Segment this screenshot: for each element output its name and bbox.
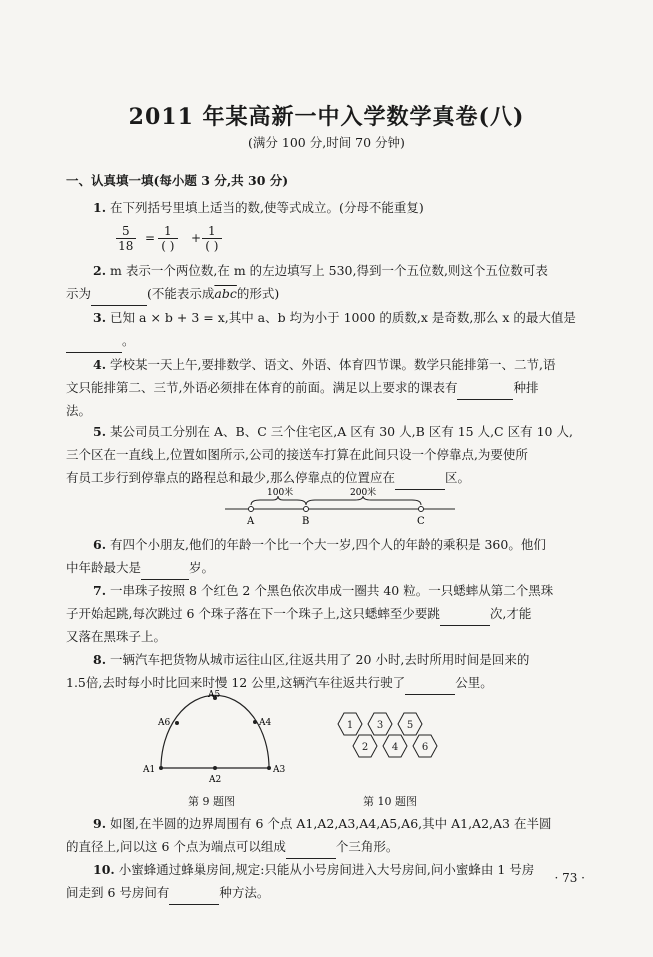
honeycomb-figure (325, 705, 445, 785)
question-number: 6. (93, 537, 107, 552)
question-text: 个三角形。 (335, 839, 399, 854)
overline-abc: $\overline{abc}$ (214, 286, 237, 301)
semicircle-figure (138, 690, 298, 785)
question-text: 中年龄最大是 (66, 560, 142, 575)
question-text: 。 (122, 333, 135, 348)
question-5 (93, 420, 588, 443)
answer-blank[interactable] (141, 556, 189, 580)
question-7-line3: 又落在黑珠子上。 (66, 629, 167, 644)
hex-label: 6 (421, 742, 429, 753)
answer-blank[interactable] (286, 835, 336, 859)
page-title: 2011 年某高新一中入学数学真卷(八) (128, 104, 525, 130)
question-text: 的形式) (236, 286, 280, 301)
question-text: 岁。 (189, 560, 215, 575)
point-a2 (213, 766, 217, 770)
question-7 (93, 579, 588, 602)
answer-blank[interactable] (169, 881, 219, 905)
question-text: 区。 (444, 470, 470, 485)
hex-label: 1 (346, 720, 354, 731)
equals-sign: = (145, 231, 156, 245)
fraction-numerator: 1 (158, 224, 178, 239)
answer-blank[interactable] (405, 671, 455, 695)
answer-blank[interactable] (66, 329, 122, 353)
fraction-blank-1 (158, 224, 178, 253)
question-number: 2. (93, 263, 107, 278)
question-text: 小蜜蜂通过蜂巢房间,规定:只能从小号房间进入大号房间,问小蜜蜂由 1 号房 (118, 862, 535, 877)
fraction-denominator: ( ) (205, 239, 219, 253)
label-a4: A4 (259, 718, 272, 728)
fraction-given (116, 224, 136, 253)
question-text: 学校某一天上午,要排数学、语文、外语、体育四节课。数学只能排第一、二节,语 (110, 357, 556, 372)
question-9 (93, 812, 588, 835)
question-number: 7. (93, 583, 107, 598)
point-a4 (253, 720, 257, 724)
label-a5: A5 (208, 690, 221, 700)
point-c (419, 507, 424, 512)
line-diagram (215, 487, 465, 527)
label-b: B (302, 516, 310, 527)
label-a1: A1 (143, 765, 156, 775)
question-text: 一串珠子按照 8 个红色 2 个黑色依次串成一圈共 40 粒。一只蟋蟀从第二个黑珠 (110, 583, 554, 598)
hex-label: 4 (391, 742, 399, 753)
fraction-blank-2 (202, 224, 222, 253)
page-number: · 73 · (554, 871, 585, 885)
question-number: 8. (93, 652, 107, 667)
question-8 (93, 648, 588, 671)
hex-label: 5 (406, 720, 414, 731)
question-number: 4. (93, 357, 107, 372)
question-text: 的直径上,问以这 6 个点为端点可以组成 (66, 839, 286, 854)
question-number: 9. (93, 816, 107, 831)
figure-9-caption: 第 9 题图 (188, 795, 235, 808)
subtitle: (满分 100 分,时间 70 分钟) (248, 135, 405, 150)
fraction-numerator: 1 (202, 224, 222, 239)
question-text: 已知 a × b + 3 = x,其中 a、b 均为小于 1000 的质数,x 是奇数,那么 x 的最大值是 (110, 310, 576, 325)
figure-10-caption: 第 10 题图 (363, 795, 417, 808)
question-10 (93, 858, 588, 881)
question-text: 间走到 6 号房间有 (66, 885, 170, 900)
question-5-line2: 三个区在一直线上,位置如图所示,公司的接送车打算在此间只设一个停靠点,为要使所 (66, 447, 528, 462)
question-2 (93, 259, 588, 282)
question-number: 10. (93, 862, 115, 877)
question-text: 种方法。 (219, 885, 270, 900)
question-text: m 表示一个两位数,在 m 的左边填写上 530,得到一个五位数,则这个五位数可表 (110, 263, 548, 278)
hex-label: 2 (361, 742, 369, 753)
semicircle-arc (161, 695, 272, 768)
distance-label-2: 200米 (350, 488, 377, 498)
fraction-denominator: 18 (118, 239, 134, 253)
question-10-line2 (66, 881, 586, 905)
question-number: 3. (93, 310, 107, 325)
question-text: (不能表示成 (147, 286, 215, 301)
answer-blank[interactable] (440, 602, 490, 626)
point-b (304, 507, 309, 512)
section-heading: 一、认真填一填(每小题 3 分,共 30 分) (66, 173, 289, 188)
question-text: 1.5倍,去时每小时比回来时慢 12 公里,这辆汽车往返共行驶了 (66, 675, 406, 690)
question-text: 公里。 (455, 675, 493, 690)
question-number: 5. (93, 424, 107, 439)
question-4-line2 (66, 376, 586, 400)
question-6 (93, 533, 588, 556)
question-3-line2 (66, 329, 561, 353)
point-a6 (175, 721, 179, 725)
fraction-denominator: ( ) (161, 239, 175, 253)
question-1 (93, 196, 588, 219)
question-text: 子开始起跳,每次跳过 6 个珠子落在下一个珠子上,这只蟋蟀至少要跳 (66, 606, 440, 621)
label-c: C (417, 516, 425, 527)
question-text: 示为 (66, 286, 92, 301)
label-a6: A6 (158, 718, 171, 728)
question-text: 文只能排第二、三节,外语必须排在体育的前面。满足以上要求的课表有 (66, 380, 458, 395)
question-text: 在下列括号里填上适当的数,使等式成立。(分母不能重复) (110, 200, 424, 215)
point-a3 (267, 766, 271, 770)
label-a3: A3 (273, 765, 286, 775)
answer-blank[interactable] (457, 376, 513, 400)
question-number: 1. (93, 200, 107, 215)
question-text: 有员工步行到停靠点的路程总和最少,那么停靠点的位置应在 (66, 470, 395, 485)
label-a2: A2 (209, 775, 222, 785)
question-text: 如图,在半圆的边界周围有 6 个点 A1,A2,A3,A4,A5,A6,其中 A1,A2,A3 在半圆 (110, 816, 552, 831)
plus-sign: + (191, 231, 202, 245)
question-3 (93, 306, 588, 329)
fraction-numerator: 5 (116, 224, 136, 239)
question-9-line2 (66, 835, 586, 859)
point-a (249, 507, 254, 512)
label-a: A (247, 516, 255, 527)
hex-label: 3 (376, 720, 384, 731)
question-text: 一辆汽车把货物从城市运往山区,往返共用了 20 小时,去时所用时间是回来的 (110, 652, 530, 667)
question-text: 次,才能 (489, 606, 532, 621)
question-4 (93, 353, 588, 376)
question-2-line2 (66, 282, 586, 306)
question-text: 种排 (513, 380, 539, 395)
question-6-line2 (66, 556, 561, 580)
point-a1 (159, 766, 163, 770)
distance-label-1: 100米 (267, 488, 294, 498)
question-7-line2 (66, 602, 591, 626)
question-text: 有四个小朋友,他们的年龄一个比一个大一岁,四个人的年龄的乘积是 360。他们 (110, 537, 546, 552)
question-4-line3: 法。 (66, 403, 92, 418)
question-text: 某公司员工分别在 A、B、C 三个住宅区,A 区有 30 人,B 区有 15 人,C 区有 10 人, (110, 424, 573, 439)
answer-blank[interactable] (91, 282, 147, 306)
